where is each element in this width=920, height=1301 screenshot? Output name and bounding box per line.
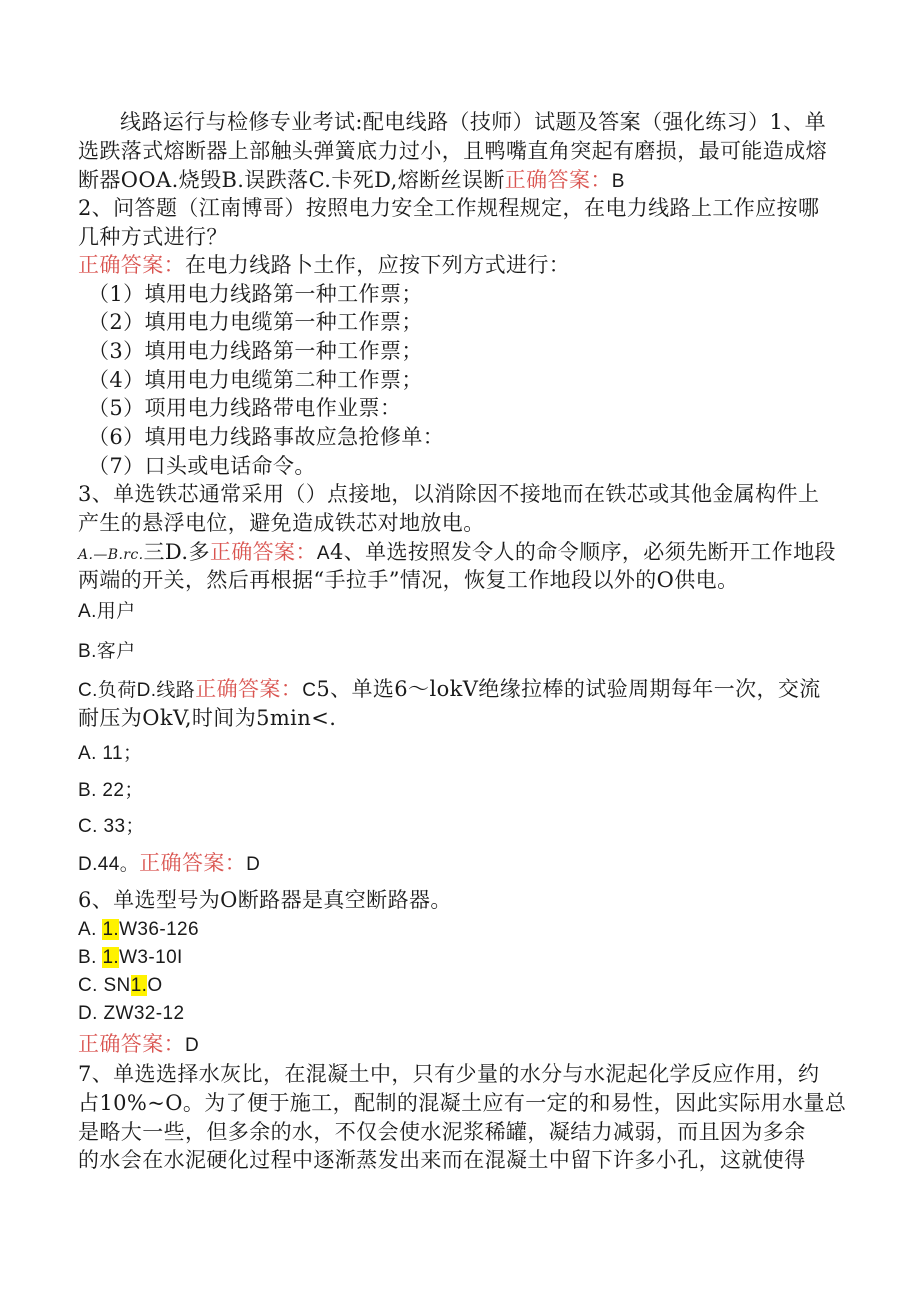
- q7-line2: 占10%~O。为了便于施工，配制的混凝土应有一定的和易性，因此实际用水量总: [78, 1091, 847, 1115]
- q1-answer-value: B: [611, 171, 625, 192]
- q3-answer-value: A: [316, 543, 330, 564]
- q6-option-d: D. ZW32-12: [78, 1003, 185, 1024]
- q4-line1: 4、单选按照发令人的命令顺序，必须先断开工作地段: [329, 540, 836, 564]
- q2-item: （1）填用电力线路第一种工作票；: [88, 282, 423, 306]
- q2-line1: 2、问答题（江南博哥）按照电力安全工作规程规定，在电力线路上工作应按哪: [78, 196, 820, 220]
- q2-line2: 几种方式进行？: [78, 225, 228, 249]
- q2-item: （6）填用电力线路事故应急抢修单：: [88, 425, 445, 449]
- q6-answer-label: 正确答案：: [78, 1032, 185, 1056]
- q1-line2: 选跌落式熔断器上部触头弹簧底力过小，且鸭嘴直角突起有磨损，最可能造成熔: [78, 139, 827, 163]
- q1-answer-label: 正确答案：: [504, 168, 612, 192]
- q6-line1: 6、单选型号为O断路器是真空断路器。: [78, 888, 452, 912]
- q4-option-b: B.客户: [78, 641, 136, 662]
- q6-answer-value: D: [185, 1035, 200, 1056]
- q5-option-d: D.44。: [78, 854, 140, 875]
- q4-option-a: A.用户: [78, 601, 136, 622]
- q5-option-b: B. 22；: [78, 780, 144, 801]
- q2-answer-label: 正确答案：: [78, 253, 185, 277]
- q3-options-b: 三D.多: [143, 540, 210, 564]
- q6-option-c-highlight: 1.: [130, 975, 148, 996]
- q1-line1: 线路运行与检修专业考试:配电线路（技师）试题及答案（强化练习）1、单: [120, 110, 827, 134]
- q3-line1: 3、单选铁芯通常采用（）点接地，以消除因不接地而在铁芯或其他金属构件上: [78, 482, 820, 506]
- q3-q4-line: [78, 538, 836, 569]
- q2-item: （7）口头或电话命令。: [88, 454, 316, 478]
- q2-answer: [78, 251, 570, 279]
- q2-item: （2）填用电力电缆第一种工作票；: [88, 310, 423, 334]
- q1-options: 断器OOA.烧毁B.误跌落C.卡死D,熔断丝误断: [78, 168, 505, 192]
- q3-answer-label: 正确答案：: [209, 540, 317, 564]
- q6-option-b: B. 1.W3-10I: [78, 947, 183, 968]
- q3-options-a: A.—B.rc.: [78, 547, 144, 563]
- q6-option-a-highlight: 1.: [102, 919, 120, 940]
- q5-line2: 耐压为OkV,时间为5min<.: [78, 706, 337, 730]
- q4-q5-line: [78, 675, 821, 705]
- q2-item: （3）填用电力线路第一种工作票；: [88, 339, 423, 363]
- q7-line3: 是略大一些，但多余的水，不仅会使水泥浆稀罐，凝结力减弱，而且因为多余: [78, 1120, 806, 1144]
- q7-line1: 7、单选选择水灰比，在混凝土中，只有少量的水分与水泥起化学反应作用，约: [78, 1062, 820, 1086]
- q5-option-c: C. 33；: [78, 816, 145, 837]
- q4-answer-label: 正确答案：: [195, 677, 303, 701]
- q5-answer-value: D: [246, 854, 261, 875]
- q6-option-a: A. 1.W36-126: [78, 919, 199, 940]
- q6-option-c: C. SN1.O: [78, 975, 163, 996]
- q2-item: （5）项用电力线路带电作业票：: [88, 396, 402, 420]
- q5-answer-label: 正确答案：: [139, 851, 247, 875]
- q7-line4: 的水会在水泥硬化过程中逐渐蒸发出来而在混凝土中留下许多小孔，这就使得: [78, 1148, 806, 1172]
- q5-line1: 5、单选6～lokV绝缘拉棒的试验周期每年一次，交流: [316, 677, 821, 701]
- q4-option-cd: C.负荷D.线路: [78, 680, 196, 701]
- q2-item: （4）填用电力电缆第二种工作票；: [88, 368, 423, 392]
- q3-line2: 产生的悬浮电位，避免造成铁芯对地放电。: [78, 511, 485, 535]
- q1-line3: [78, 166, 625, 196]
- q5-option-d-line: [78, 849, 260, 879]
- q6-option-b-highlight: 1.: [102, 947, 120, 968]
- q5-option-a: A. 11；: [78, 743, 143, 764]
- q6-answer: [78, 1030, 199, 1060]
- q2-answer-text: 在电力线路卜土作，应按下列方式进行：: [185, 253, 571, 277]
- q4-answer-value: C: [302, 680, 317, 701]
- q4-line2: 两端的开关，然后再根据“手拉手”情况，恢复工作地段以外的O供电。: [78, 568, 739, 592]
